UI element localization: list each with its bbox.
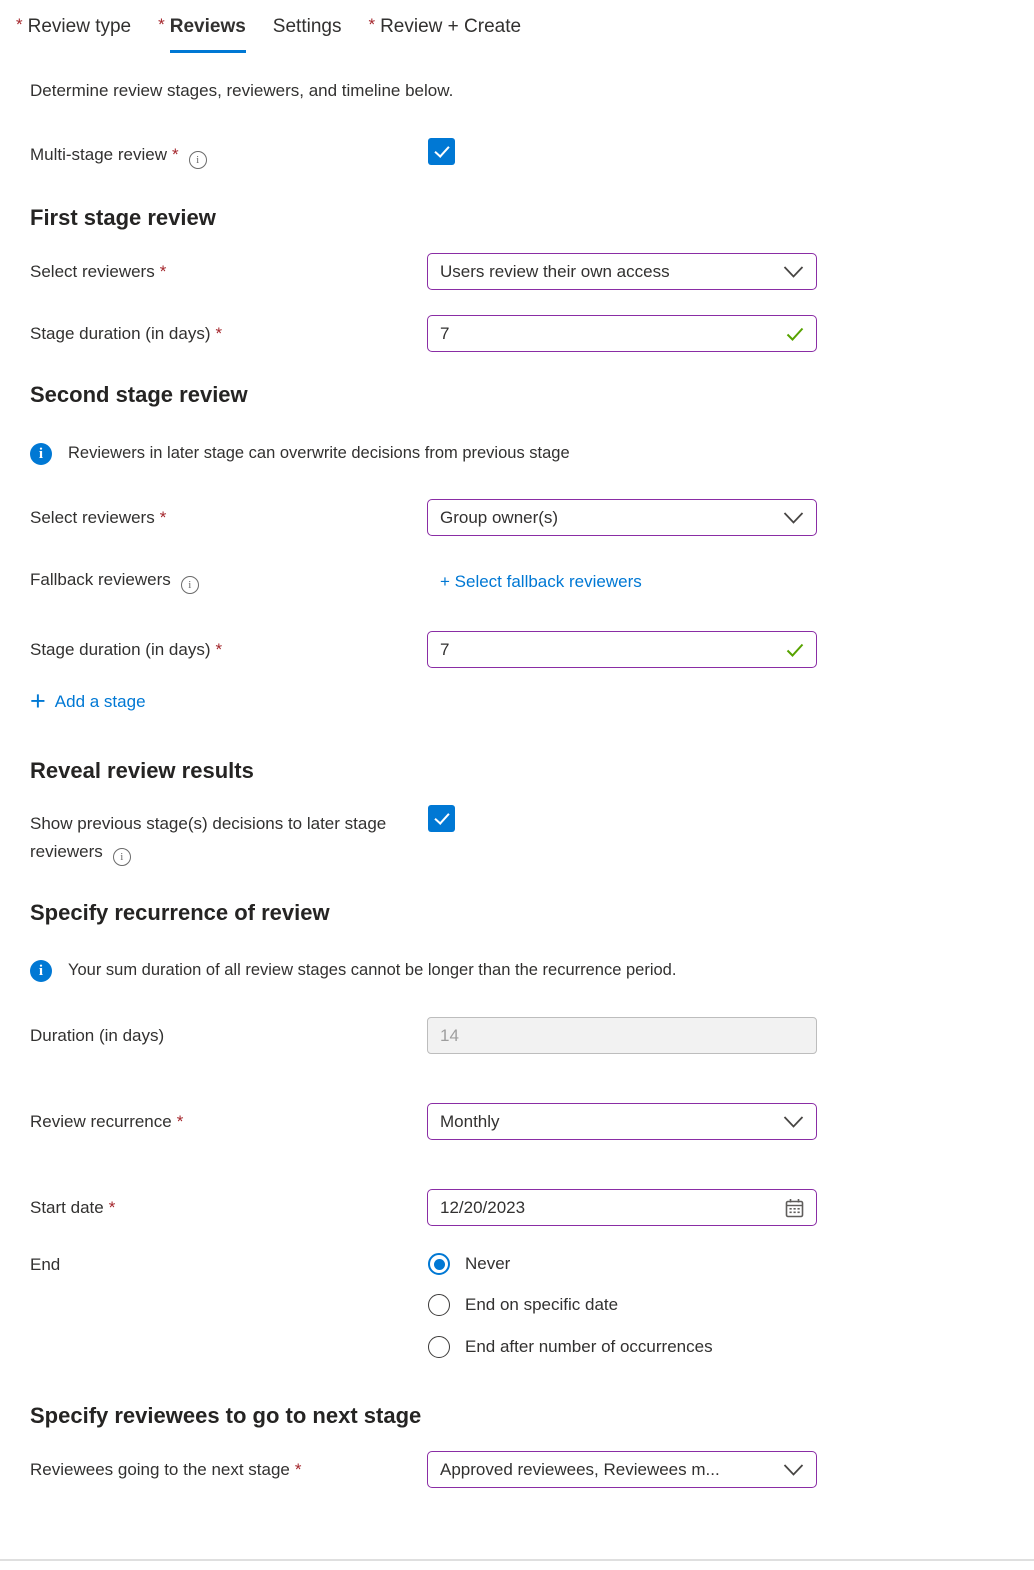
multi-stage-review-label: Multi-stage review * i (30, 145, 207, 169)
checkmark-icon (434, 809, 449, 825)
select-reviewers-dropdown-1[interactable]: Users review their own access (427, 253, 817, 290)
info-icon[interactable]: i (113, 848, 131, 866)
second-stage-info: i Reviewers in later stage can overwrite decisions from previous stage (30, 443, 810, 465)
chevron-down-icon (783, 511, 804, 525)
review-recurrence-dropdown[interactable]: Monthly (427, 1103, 817, 1140)
select-reviewers-label-2: Select reviewers * (30, 508, 167, 527)
stage-duration-label-1: Stage duration (in days) * (30, 324, 223, 343)
required-asterisk: * (215, 640, 223, 659)
review-recurrence-label: Review recurrence * (30, 1112, 184, 1131)
radio-icon (428, 1336, 450, 1358)
tab-reviews[interactable] (158, 16, 246, 53)
required-asterisk: * (108, 1198, 116, 1217)
stage-duration-label-2: Stage duration (in days) * (30, 640, 223, 659)
end-option-specific-date[interactable]: End on specific date (428, 1294, 618, 1316)
end-label: End (30, 1255, 61, 1274)
required-asterisk: * (159, 508, 167, 527)
select-reviewers-dropdown-2[interactable]: Group owner(s) (427, 499, 817, 536)
intro-text: Determine review stages, reviewers, and timeline below. (30, 81, 454, 100)
info-icon[interactable]: i (181, 576, 199, 594)
chevron-down-icon (783, 1115, 804, 1129)
required-asterisk: * (16, 15, 23, 34)
required-asterisk: * (172, 145, 179, 164)
start-date-input[interactable]: 12/20/2023 (427, 1189, 817, 1226)
plus-icon: + (30, 686, 46, 716)
show-previous-decisions-checkbox[interactable] (428, 805, 455, 832)
duration-input: 14 (427, 1017, 817, 1054)
radio-selected-icon (428, 1253, 450, 1275)
reveal-results-heading: Reveal review results (30, 758, 254, 783)
wizard-tabs (16, 16, 521, 53)
valid-check-icon (786, 327, 804, 341)
multi-stage-review-checkbox[interactable] (428, 138, 455, 165)
chevron-down-icon (783, 265, 804, 279)
tab-review-type[interactable] (16, 16, 131, 50)
valid-check-icon (786, 643, 804, 657)
chevron-down-icon (783, 1463, 804, 1477)
first-stage-heading: First stage review (30, 205, 216, 230)
required-asterisk: * (215, 324, 223, 343)
show-previous-decisions-label: Show previous stage(s) decisions to later stage reviewers i (30, 810, 415, 866)
checkmark-icon (434, 142, 449, 158)
next-stage-heading: Specify reviewees to go to next stage (30, 1403, 422, 1428)
info-icon[interactable]: i (189, 151, 207, 169)
tab-review-create[interactable] (368, 16, 521, 50)
reviewees-next-stage-dropdown[interactable]: Approved reviewees, Reviewees m... (427, 1451, 817, 1488)
add-stage-link[interactable]: + Add a stage (30, 686, 146, 716)
footer-divider (0, 1559, 1034, 1561)
tab-settings[interactable] (273, 16, 342, 50)
required-asterisk: * (368, 15, 376, 34)
stage-duration-input-1[interactable]: 7 (427, 315, 817, 352)
tab-label: Review + Create (380, 16, 522, 37)
required-asterisk: * (158, 15, 165, 34)
recurrence-heading: Specify recurrence of review (30, 900, 330, 925)
reviewees-next-stage-label: Reviewees going to the next stage * (30, 1460, 302, 1479)
end-option-occurrences[interactable]: End after number of occurrences (428, 1336, 713, 1358)
info-icon: i (30, 443, 52, 465)
required-asterisk: * (176, 1112, 184, 1131)
second-stage-heading: Second stage review (30, 382, 248, 407)
required-asterisk: * (159, 262, 167, 281)
end-option-never[interactable]: Never (428, 1253, 510, 1275)
tab-label: Settings (272, 16, 342, 37)
tab-label: Review type (27, 16, 132, 37)
radio-icon (428, 1294, 450, 1316)
info-icon: i (30, 960, 52, 982)
recurrence-info: i Your sum duration of all review stages cannot be longer than the recurrence period. (30, 960, 890, 982)
select-reviewers-label-1: Select reviewers * (30, 262, 167, 281)
fallback-reviewers-label: Fallback reviewers i (30, 570, 199, 594)
start-date-label: Start date * (30, 1198, 116, 1217)
calendar-icon[interactable] (785, 1198, 804, 1218)
required-asterisk: * (294, 1460, 302, 1479)
duration-label: Duration (in days) (30, 1026, 165, 1045)
select-fallback-reviewers-link[interactable]: + Select fallback reviewers (440, 572, 642, 591)
tab-label: Reviews (170, 16, 246, 53)
stage-duration-input-2[interactable]: 7 (427, 631, 817, 668)
